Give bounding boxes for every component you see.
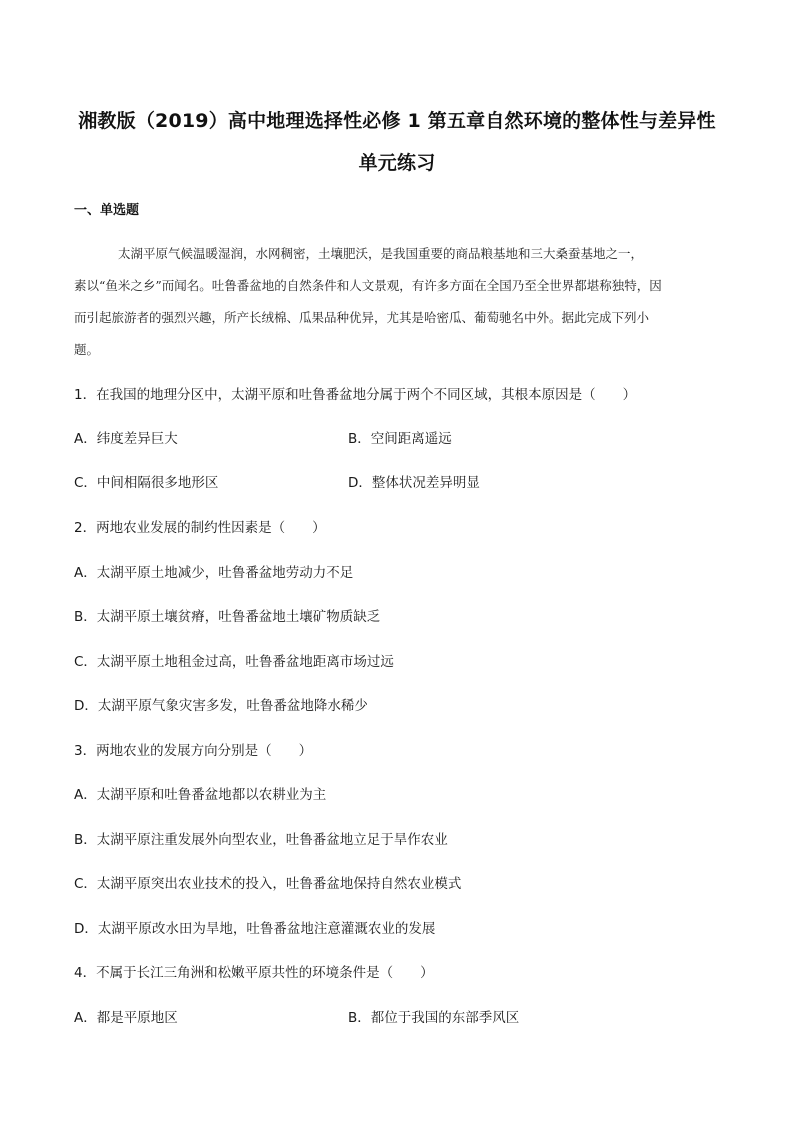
passage-line: 而引起旅游者的强烈兴趣，所产长绒棉、瓜果品种优异，尤其是哈密瓜、葡萄驰名中外。据此完成下列小	[74, 310, 650, 325]
document-title-line1: 湘教版（2019）高中地理选择性必修 1 第五章自然环境的整体性与差异性	[78, 110, 716, 132]
question-1-option-b: B．空间距离遥远	[348, 431, 452, 447]
question-2-option-b: B．太湖平原土壤贫瘠，吐鲁番盆地土壤矿物质缺乏	[74, 609, 381, 625]
section-heading: 一、单选题	[74, 203, 140, 218]
question-4-option-a: A．都是平原地区	[74, 1010, 178, 1026]
question-4-option-b: B．都位于我国的东部季风区	[348, 1010, 520, 1026]
question-3-option-b: B．太湖平原注重发展外向型农业，吐鲁番盆地立足于旱作农业	[74, 832, 448, 848]
question-3-stem: 3．两地农业的发展方向分别是（ ）	[74, 743, 313, 759]
question-1-stem: 1．在我国的地理分区中，太湖平原和吐鲁番盆地分属于两个不同区域，其根本原因是（ ）	[74, 387, 637, 403]
passage-line: 题。	[74, 342, 100, 357]
question-3-option-c: C．太湖平原突出农业技术的投入，吐鲁番盆地保持自然农业模式	[74, 876, 462, 892]
question-1-option-a: A．纬度差异巨大	[74, 431, 178, 447]
question-1-option-c: C．中间相隔很多地形区	[74, 475, 219, 491]
passage-line: 太湖平原气候温暖湿润，水网稠密，土壤肥沃，是我国重要的商品粮基地和三大桑蚕基地之一，	[118, 246, 644, 261]
question-1-option-d: D．整体状况差异明显	[348, 475, 480, 491]
question-3-option-a: A．太湖平原和吐鲁番盆地都以农耕业为主	[74, 787, 327, 803]
question-2-option-a: A．太湖平原土地减少，吐鲁番盆地劳动力不足	[74, 565, 354, 581]
passage-line: 素以“鱼米之乡”而闻名。吐鲁番盆地的自然条件和人文景观，有许多方面在全国乃至全世界都堪称独特，因	[74, 278, 662, 293]
question-3-option-d: D．太湖平原改水田为旱地，吐鲁番盆地注意灌溉农业的发展	[74, 921, 436, 937]
document-title-line2: 单元练习	[358, 152, 436, 174]
question-2-stem: 2．两地农业发展的制约性因素是（ ）	[74, 520, 326, 536]
question-2-option-c: C．太湖平原土地租金过高，吐鲁番盆地距离市场过远	[74, 654, 394, 670]
question-4-stem: 4．不属于长江三角洲和松嫩平原共性的环境条件是（ ）	[74, 965, 434, 981]
question-2-option-d: D．太湖平原气象灾害多发，吐鲁番盆地降水稀少	[74, 698, 368, 714]
